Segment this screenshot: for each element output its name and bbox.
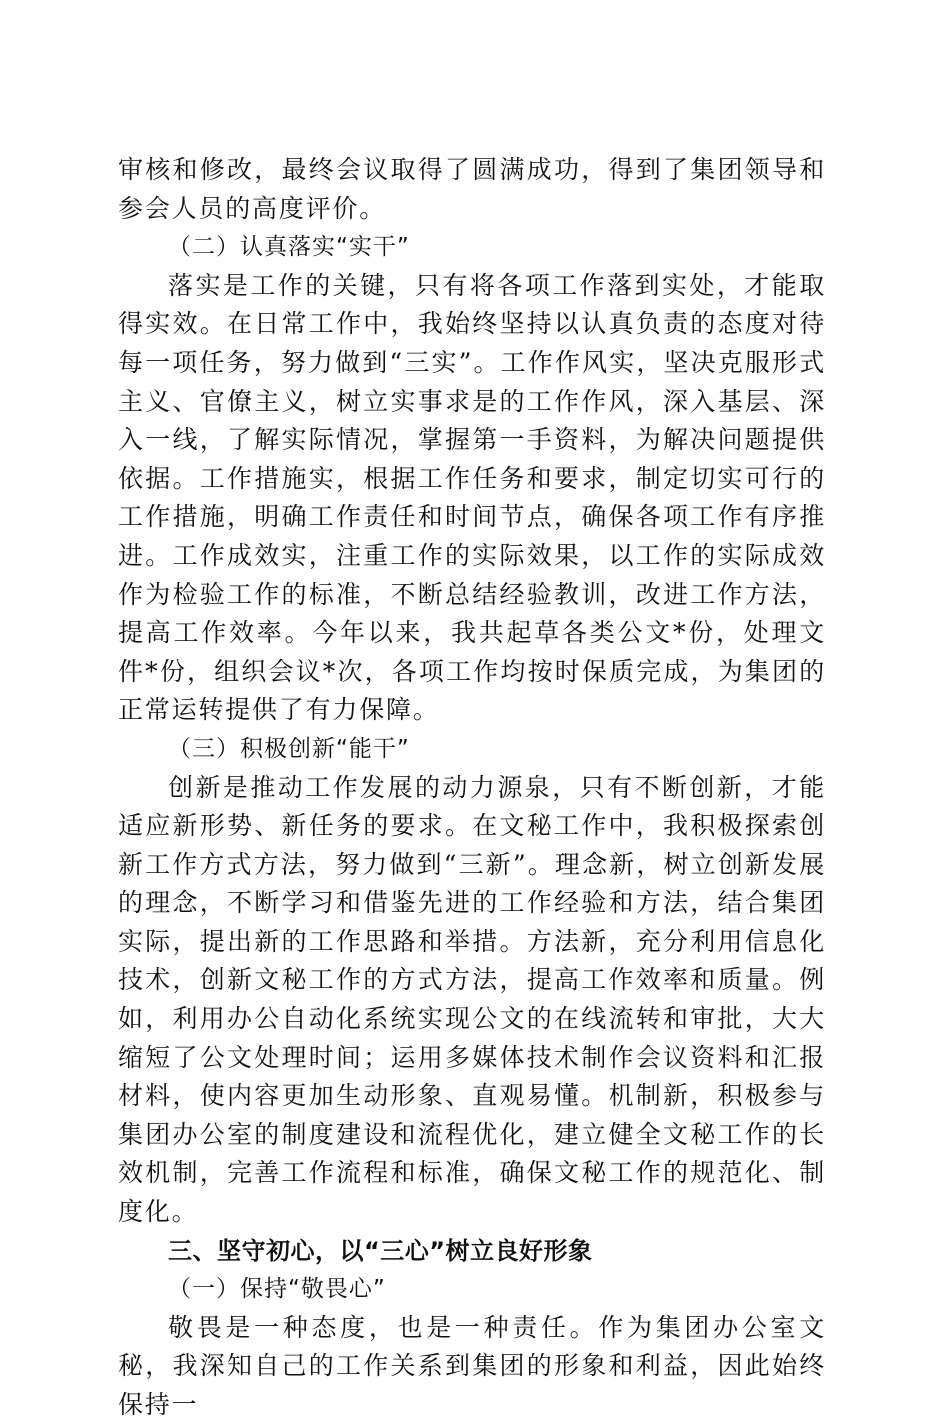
subheading-jingwei: （一）保持“敬畏心” [168,1276,386,1303]
section-heading-three: 三、坚守初心，以“三心”树立良好形象 [168,1236,593,1265]
subheading-nenggan: （三）积极创新“能干” [168,735,410,762]
paragraph-continuation: 审核和修改，最终会议取得了圆满成功，得到了集团领导和参会人员的高度评价。 [118,155,826,223]
paragraph-jingwei: 敬畏是一种态度，也是一种责任。作为集团办公室文秘，我深知自己的工作关系到集团的形象和利益，因此始终保持一 [118,1312,826,1419]
paragraph-nenggan: 创新是推动工作发展的动力源泉，只有不断创新，才能适应新形势、新任务的要求。在文秘工作中，我积极探索创新工作方式方法，努力做到“三新”。理念新，树立创新发展的理念，不断学习和借鉴先进的工作经验和方法，结合集团实际，提出新的工作思路和举措。方法新，充分利用信息化技术，创新文秘工作的方式方法，提高工作效率和质量。例如，利用办公自动化系统实现公文的在线流转和审批，大大缩短了公文处理时间；运用多媒体技术制作会议资料和汇报材料，使内容更加生动形象、直观易懂。机制新，积极参与集团办公室的制度建设和流程优化，建立健全文秘工作的长效机制，完善工作流程和标准，确保文秘工作的规范化、制度化。 [118,772,826,1227]
subheading-shigan: （二）认真落实“实干” [168,234,410,261]
paragraph-shigan: 落实是工作的关键，只有将各项工作落到实处，才能取得实效。在日常工作中，我始终坚持以认真负责的态度对待每一项任务，努力做到“三实”。工作作风实，坚决克服形式主义、官僚主义，树立实事求是的工作作风，深入基层、深入一线，了解实际情况，掌握第一手资料，为解决问题提供依据。工作措施实，根据工作任务和要求，制定切实可行的工作措施，明确工作责任和时间节点，确保各项工作有序推进。工作成效实，注重工作的实际效果，以工作的实际成效作为检验工作的标准，不断总结经验教训，改进工作方法，提高工作效率。今年以来，我共起草各类公文*份，处理文件*份，组织会议*次，各项工作均按时保质完成，为集团的正常运转提供了有力保障。 [118,270,826,725]
document-body [118,151,826,1425]
